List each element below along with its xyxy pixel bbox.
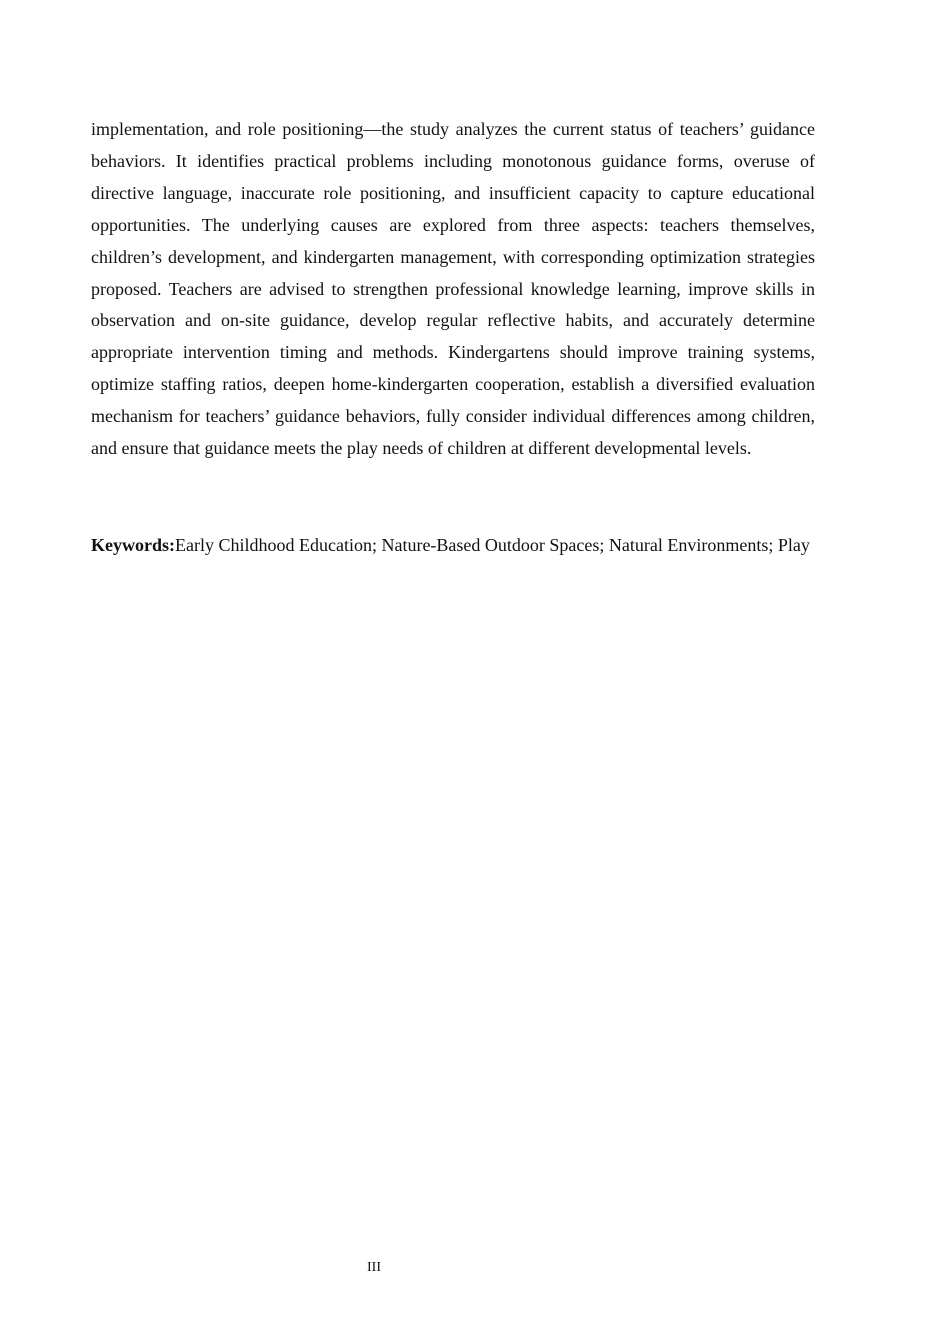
keywords-label: Keywords: [91,535,175,555]
abstract-paragraph: implementation, and role positioning—the study analyzes the current status of teachers’ guidance behaviors. It identifies practical problems including monotonous guidance forms, overuse of directive language, inaccurate role positioning, and insufficient capacity to capture educational opportunities. The underlying causes are explored from three aspects: teachers themselves, children’s development, and kindergarten management, with corresponding optimization strategies proposed. Teachers are advised to strengthen professional knowledge learning, improve skills in observation and on-site guidance, develop regular reflective habits, and accurately determine appropriate intervention timing and methods. Kindergartens should improve training systems, optimize staffing ratios, deepen home-kindergarten cooperation, establish a diversified evaluation mechanism for teachers’ guidance behaviors, fully consider individual differences among children, and ensure that guidance meets the play needs of children at different developmental levels. [91,119,815,459]
page-number: III [367,1260,381,1275]
keywords-text: Early Childhood Education; Nature-Based Outdoor Spaces; Natural Environments; Play [175,535,810,555]
keywords-line [91,529,815,561]
